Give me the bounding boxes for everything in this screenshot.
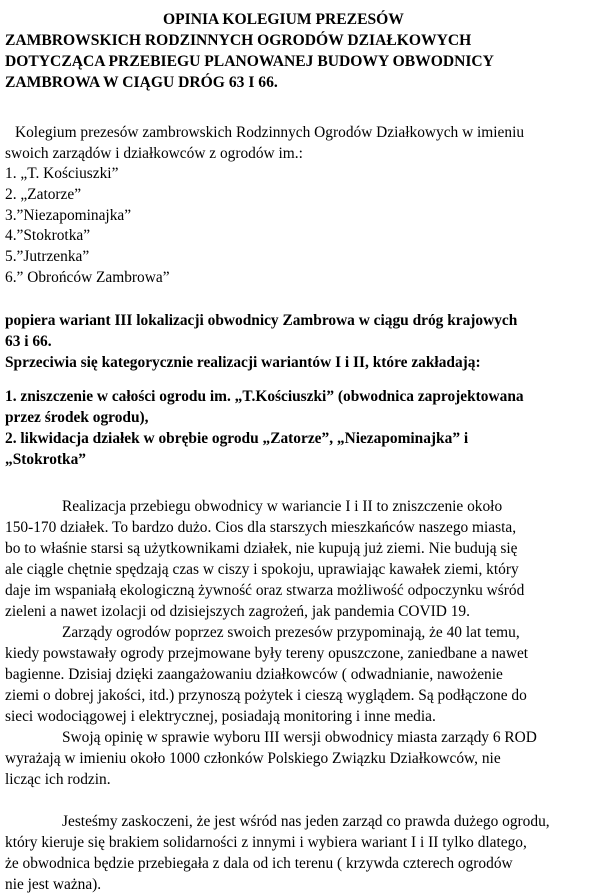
- support-line: 63 i 66.: [5, 332, 52, 350]
- intro-paragraph: [5, 122, 595, 164]
- objection-line: przez środek ogrodu),: [5, 408, 149, 426]
- paragraph-line: 150-170 działek. To bardzo dużo. Cios dla starszych mieszkańców naszego miasta,: [5, 518, 517, 536]
- body-paragraph: [5, 496, 595, 622]
- objection-line: 2. likwidacja działek w obrębie ogrodu „Zatorze”, „Niezapominajka” i: [5, 429, 469, 447]
- paragraph-line: daje im wspaniałą ekologiczną żywność oraz stwarza możliwość odpoczynku wśród: [5, 581, 525, 599]
- garden-list-item: 5.”Jutrzenka”: [5, 248, 90, 266]
- paragraph-line: że obwodnica będzie przebiegała z dala od ich terenu ( krzywda czterech ogrodów: [5, 854, 513, 872]
- body-paragraph: [5, 811, 595, 895]
- paragraph-line: Zarządy ogrodów poprzez swoich prezesów przypominają, że 40 lat temu,: [62, 623, 520, 641]
- paragraph-line: wyrażają w imieniu około 1000 członków Polskiego Związku Działkowców, nie: [5, 749, 501, 767]
- body-paragraph: [5, 727, 595, 790]
- paragraph-line: licząc ich rodzin.: [5, 770, 111, 788]
- document-title: [5, 9, 595, 93]
- garden-list-item: 2. „Zatorze”: [5, 185, 82, 203]
- objection-line: 1. zniszczenie w całości ogrodu im. „T.Kościuszki” (obwodnica zaprojektowana: [5, 387, 524, 405]
- paragraph-line: który kieruje się brakiem solidarności z innymi i wybiera wariant I i II tylko dlatego,: [5, 833, 527, 851]
- body-paragraph: [5, 622, 595, 727]
- title-line: DOTYCZĄCA PRZEBIEGU PLANOWANEJ BUDOWY OBWODNICY: [5, 53, 494, 70]
- garden-list-item: 1. „T. Kościuszki”: [5, 165, 119, 182]
- objection-line: „Stokrotka”: [5, 450, 86, 468]
- garden-list: [5, 164, 595, 289]
- intro-line: swoich zarządów i działkowców z ogrodów im.:: [5, 145, 303, 162]
- garden-list-item: 4.”Stokrotka”: [5, 227, 91, 245]
- support-line: Sprzeciwia się kategorycznie realizacji wariantów I i II, które zakładają:: [5, 353, 481, 371]
- paragraph-line: nie jest ważna).: [5, 875, 102, 893]
- support-line: popiera wariant III lokalizacji obwodnicy Zambrowa w ciągu dróg krajowych: [5, 311, 518, 329]
- paragraph-line: kiedy powstawały ogrody przejmowane były tereny opuszczone, zaniedbane a nawet: [5, 644, 529, 662]
- intro-line: Kolegium prezesów zambrowskich Rodzinnych Ogrodów Działkowych w imieniu: [15, 124, 525, 141]
- paragraph-line: ale ciągle chętnie spędzają czas w ciszy i spokoju, uprawiając kawałek ziemi, który: [5, 560, 519, 578]
- garden-list-item: 3.”Niezapominajka”: [5, 206, 132, 224]
- paragraph-line: ziemi o dobrej jakości, itd.) przynoszą pożytek i cieszą wyglądem. Są podłączone do: [5, 686, 527, 704]
- garden-list-item: 6.” Obrońców Zambrowa”: [5, 268, 170, 286]
- objection-points: [5, 386, 595, 470]
- support-statement: [5, 310, 595, 373]
- paragraph-line: sieci wodociągowej i elektrycznej, posiadają monitoring i inne media.: [5, 707, 436, 725]
- paragraph-line: zieleni a nawet izolacji od dzisiejszych zagrożeń, jak pandemia COVID 19.: [5, 602, 470, 620]
- paragraph-line: bo to właśnie starsi są użytkownikami działek, nie kupują już ziemi. Nie budują się: [5, 539, 518, 557]
- document-page: [5, 0, 595, 895]
- paragraph-line: Realizacja przebiegu obwodnicy w wariancie I i II to zniszczenie około: [62, 497, 503, 515]
- paragraph-line: Jesteśmy zaskoczeni, że jest wśród nas jeden zarząd co prawda dużego ogrodu,: [62, 812, 550, 830]
- paragraph-line: bagienne. Dzisiaj dzięki zaangażowaniu działkowców ( odwadnianie, nawożenie: [5, 665, 503, 683]
- title-line: ZAMBROWSKICH RODZINNYCH OGRODÓW DZIAŁKOWYCH: [5, 32, 472, 49]
- paragraph-line: Swoją opinię w sprawie wyboru III wersji obwodnicy miasta zarządy 6 ROD: [62, 728, 537, 746]
- title-line: ZAMBROWA W CIĄGU DRÓG 63 I 66.: [5, 74, 278, 91]
- title-line: OPINIA KOLEGIUM PREZESÓW: [163, 11, 404, 28]
